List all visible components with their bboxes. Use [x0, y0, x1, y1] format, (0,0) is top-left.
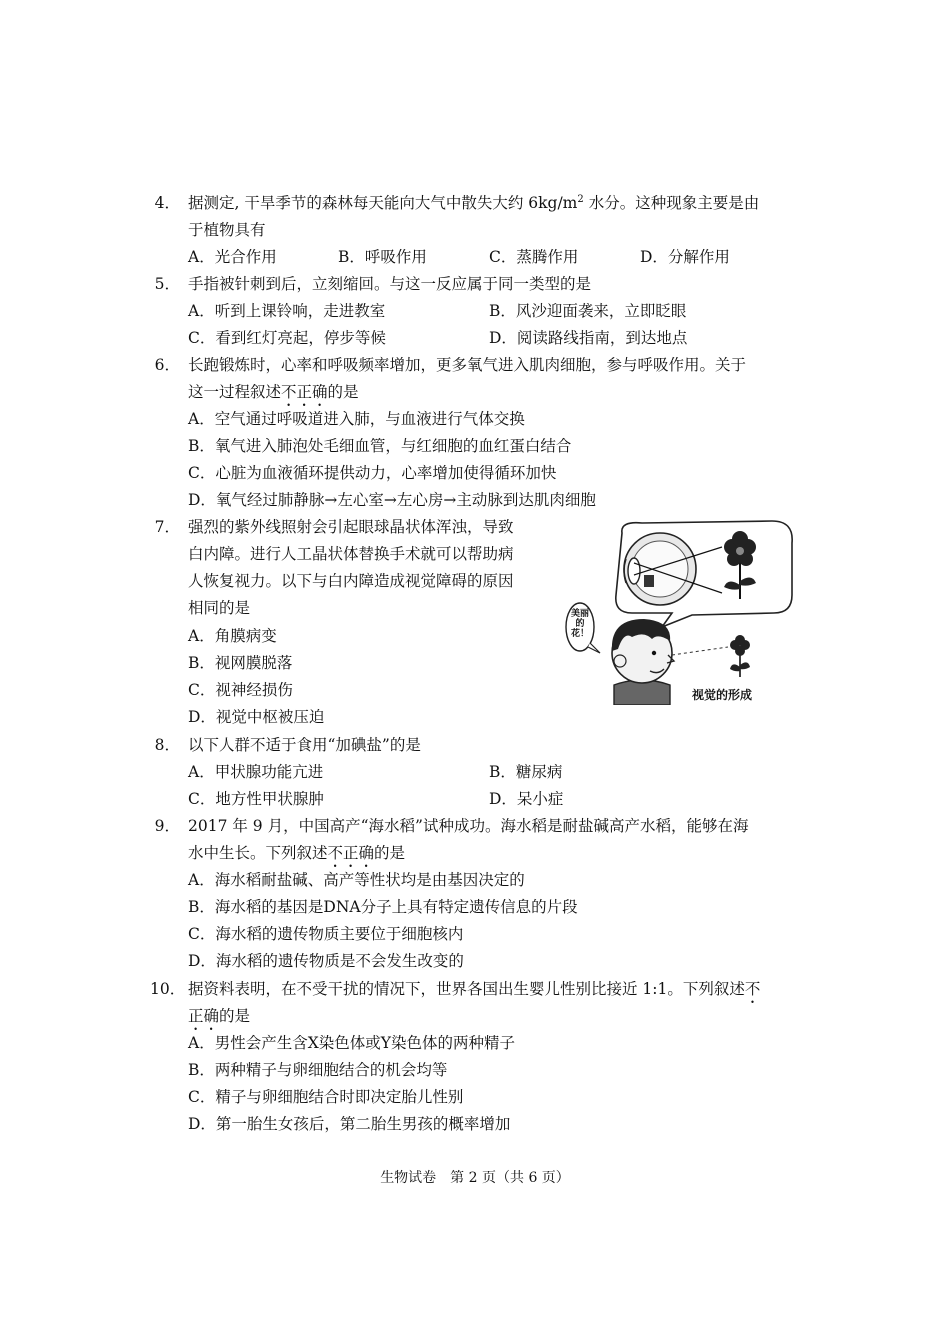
option-a: A．听到上课铃响，走进教室 — [188, 302, 386, 320]
option-d: D．视觉中枢被压迫 — [188, 708, 325, 726]
option-a: A．光合作用 — [188, 248, 277, 266]
option-c: C．海水稻的遗传物质主要位于细胞核内 — [188, 925, 464, 943]
emphasis-not-correct: 不正确 — [281, 383, 328, 401]
question-number: 5． — [154, 275, 180, 293]
option-d: D．呆小症 — [489, 790, 564, 808]
question-number: 8． — [154, 736, 180, 754]
question-number: 7． — [154, 518, 180, 536]
option-d: D．阅读路线指南，到达地点 — [489, 329, 688, 347]
option-d: D．第一胎生女孩后，第二胎生男孩的概率增加 — [188, 1115, 511, 1133]
question-number: 10． — [150, 980, 186, 998]
option-d: D．氧气经过肺静脉→左心室→左心房→主动脉到达肌肉细胞 — [188, 491, 596, 509]
emphasis-correct: 正确 — [188, 1007, 220, 1025]
figure-caption: 视觉的形成 — [692, 688, 753, 702]
small-flower-icon — [730, 635, 750, 677]
option-a: A．男性会产生含X染色体或Y染色体的两种精子 — [188, 1034, 515, 1052]
question-stem: 以下人群不适于食用“加碘盐”的是 — [188, 736, 421, 754]
option-a: A．空气通过呼吸道进入肺，与血液进行气体交换 — [188, 410, 525, 428]
question-stem-cont: 水中生长。下列叙述不正确的是 — [188, 844, 406, 862]
option-c: C．看到红灯亮起，停步等候 — [188, 329, 386, 347]
question-number: 4． — [154, 194, 180, 212]
option-c: C．心脏为血液循环提供动力，心率增加使得循环加快 — [188, 464, 557, 482]
vision-figure — [562, 515, 797, 705]
option-a: A．角膜病变 — [188, 627, 277, 645]
question-stem-cont: 于植物具有 — [188, 221, 266, 239]
option-c: C．蒸腾作用 — [489, 248, 579, 266]
question-stem: 长跑锻炼时，心率和呼吸频率增加，更多氧气进入肌肉细胞，参与呼吸作用。关于 — [188, 356, 747, 374]
option-a: A．海水稻耐盐碱、高产等性状均是由基因决定的 — [188, 871, 525, 889]
option-b: B．氧气进入肺泡处毛细血管，与红细胞的血红蛋白结合 — [188, 437, 572, 455]
vision-illustration — [562, 515, 797, 705]
option-d: D．海水稻的遗传物质是不会发生改变的 — [188, 952, 464, 970]
option-c: C．精子与卵细胞结合时即决定胎儿性别 — [188, 1088, 464, 1106]
option-c: C．地方性甲状腺肿 — [188, 790, 324, 808]
question-stem-cont: 人恢复视力。以下与白内障造成视觉障碍的原因 — [188, 572, 514, 590]
question-stem: 据测定, 干旱季节的森林每天能向大气中散失大约 $6kg/m^2$ 水分。这种现象主要是由 — [188, 194, 760, 212]
option-b: B．风沙迎面袭来，立即眨眼 — [489, 302, 687, 320]
question-number: 9． — [154, 817, 180, 835]
question-stem: 强烈的紫外线照射会引起眼球晶状体浑浊，导致 — [188, 518, 514, 536]
speech-bubble-text: 美丽的花！ — [570, 609, 589, 639]
option-b: B．视网膜脱落 — [188, 654, 293, 672]
question-stem-cont: 正确的是 — [188, 1007, 251, 1025]
boy-icon — [612, 619, 674, 705]
question-stem: 手指被针刺到后，立刻缩回。与这一反应属于同一类型的是 — [188, 275, 592, 293]
option-c: C．视神经损伤 — [188, 681, 293, 699]
emphasis-not-correct: 不正确 — [327, 844, 375, 862]
option-a: A．甲状腺功能亢进 — [188, 763, 324, 781]
emphasis-not: 不 — [744, 980, 761, 998]
option-b: B．两种精子与卵细胞结合的机会均等 — [188, 1061, 448, 1079]
option-b: B．糖尿病 — [489, 763, 563, 781]
question-stem: 2017 年 9 月，中国高产“海水稻”试种成功。海水稻是耐盐碱高产水稻，能够在海 — [188, 817, 749, 835]
option-b: B．海水稻的基因是DNA分子上具有特定遗传信息的片段 — [188, 898, 578, 916]
question-number: 6． — [154, 356, 180, 374]
option-b: B．呼吸作用 — [338, 248, 427, 266]
page-footer: 生物试卷 第 2 页（共 6 页） — [380, 1170, 570, 1186]
lens-icon — [628, 558, 640, 584]
option-d: D．分解作用 — [640, 248, 730, 266]
question-stem-cont: 这一过程叙述不正确的是 — [188, 383, 359, 401]
question-stem-cont: 白内障。进行人工晶状体替换手术就可以帮助病 — [188, 545, 514, 563]
question-stem-cont: 相同的是 — [188, 599, 251, 617]
question-stem: 据资料表明，在不受干扰的情况下，世界各国出生婴儿性别比接近 1:1。下列叙述不 — [188, 980, 761, 998]
